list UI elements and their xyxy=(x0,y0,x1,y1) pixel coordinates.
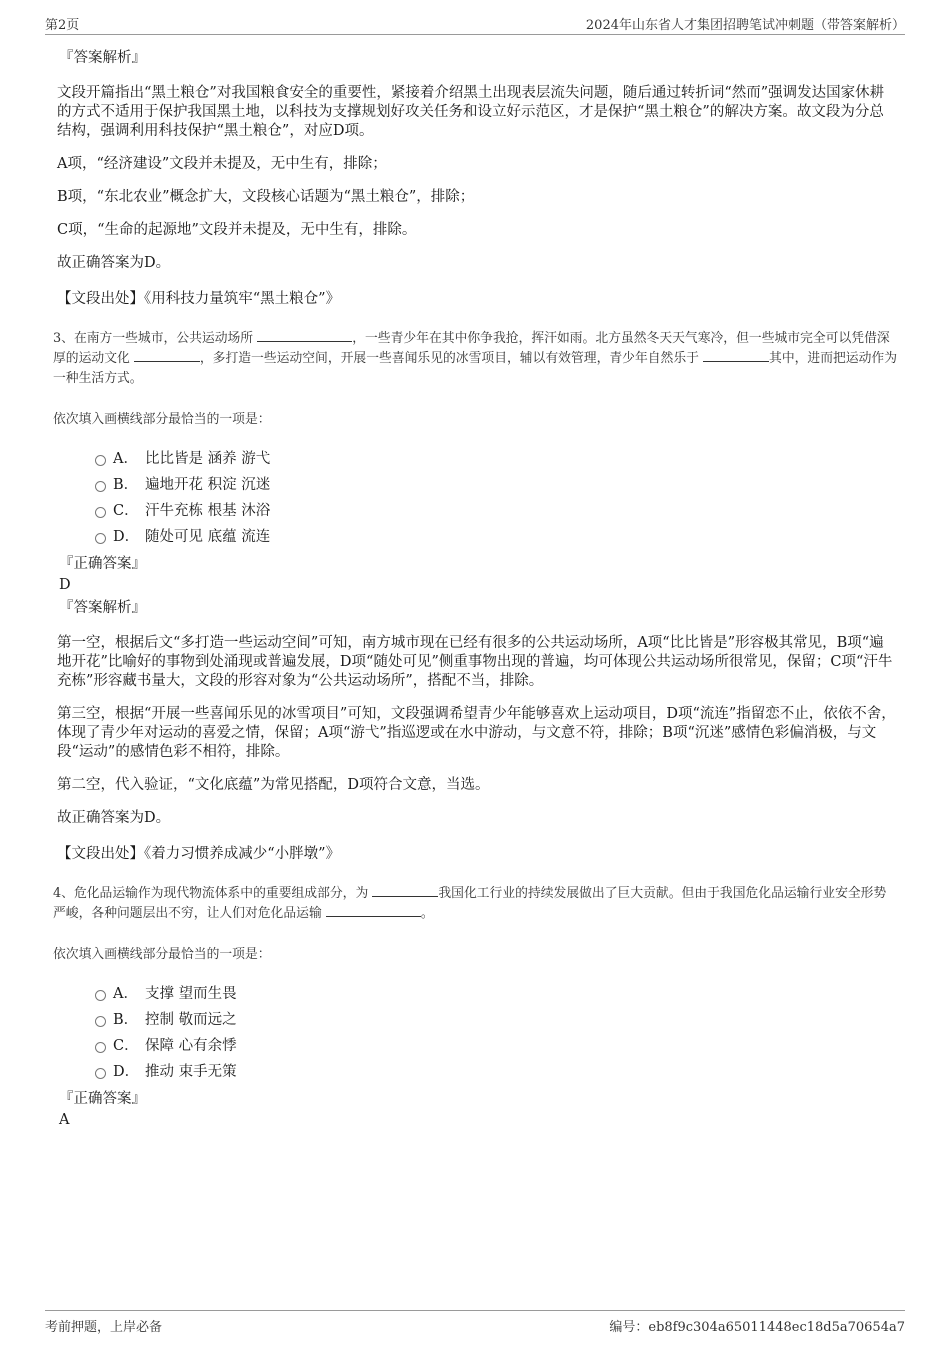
q4-answer: A xyxy=(59,1112,70,1128)
q2-analysis-para: B项，“东北农业”概念扩大，文段核心话题为“黑土粮仓”，排除； xyxy=(57,189,475,205)
option-letter: B． xyxy=(113,1012,139,1028)
radio-icon[interactable] xyxy=(95,990,106,1001)
option-letter: C． xyxy=(113,1038,139,1054)
option-b[interactable] xyxy=(95,1007,897,1033)
document-title: 2024年山东省人才集团招聘笔试冲刺题（带答案解析） xyxy=(585,18,905,33)
option-text: 控制 敬而远之 xyxy=(145,1012,237,1028)
option-c[interactable] xyxy=(95,498,897,524)
source-title: 《用科技力量筑牢“黑土粮仓”》 xyxy=(144,291,341,307)
fill-blank xyxy=(326,904,421,917)
q2-analysis-para: A项，“经济建设”文段并未提及，无中生有，排除； xyxy=(57,156,387,172)
option-d[interactable] xyxy=(95,524,897,550)
fill-blank xyxy=(257,329,352,342)
q3-analysis-para: 第三空，根据“开展一些喜闻乐见的冰雪项目”可知，文段强调希望青少年能够喜欢上运动项目，D项“流连”指留恋不止，依依不舍，体现了青少年对运动的喜爱之情，保留；A项“游弋”指巡逻或在水中游动，与文意不符，排除；B项“沉迷”感情色彩偏消极，与文段“运动”的感情色彩不相符，排除。 xyxy=(57,706,896,760)
option-text: 比比皆是 涵养 游弋 xyxy=(145,451,271,467)
option-d[interactable] xyxy=(95,1059,897,1085)
radio-icon[interactable] xyxy=(95,533,106,544)
option-text: 随处可见 底蕴 流连 xyxy=(145,529,271,545)
option-c[interactable] xyxy=(95,1033,897,1059)
q3-analysis-label: 『答案解析』 xyxy=(59,600,146,616)
fill-blank xyxy=(134,349,200,362)
option-text: 保障 心有余悸 xyxy=(145,1038,237,1054)
option-text: 汗牛充栋 根基 沐浴 xyxy=(145,503,271,519)
page-footer xyxy=(45,1310,905,1335)
stem-text: 。 xyxy=(420,906,434,921)
q3-analysis-para: 第二空，代入验证，“文化底蕴”为常见搭配，D项符合文意，当选。 xyxy=(57,777,490,793)
option-letter: A． xyxy=(113,451,138,467)
fill-blank xyxy=(703,349,769,362)
page-header xyxy=(45,14,905,35)
option-a[interactable] xyxy=(95,981,897,1007)
stem-text: ，多打造一些运动空间，开展一些喜闻乐见的冰雪项目，辅以有效管理，青少年自然乐于 xyxy=(199,351,699,366)
option-letter: B． xyxy=(113,477,139,493)
stem-text: 其中，进而把运动作为一种生活方式。 xyxy=(53,351,897,386)
option-text: 支撑 望而生畏 xyxy=(145,986,237,1002)
option-letter: C． xyxy=(113,503,139,519)
q2-analysis-para: 文段开篇指出“黑土粮仓”对我国粮食安全的重要性，紧接着介绍黑土出现表层流失问题，随后通过转折词“然而”强调发达国家休耕的方式不适用于保护我国黑土地，以科技为支撑规划好攻关任务和设立好示范区，才是保护“黑土粮仓”的解决方案。故文段为分总结构，强调利用科技保护“黑土粮仓”，对应D项。 xyxy=(57,85,885,139)
footer-slogan: 考前押题，上岸必备 xyxy=(45,1320,163,1335)
option-letter: A． xyxy=(113,986,138,1002)
option-letter: D． xyxy=(113,529,140,545)
document-id: 编号：eb8f9c304a65011448ec18d5a70654a7 xyxy=(609,1320,905,1335)
q3-analysis-para: 第一空，根据后文“多打造一些运动空间”可知，南方城市现在已经有很多的公共运动场所，A项“比比皆是”形容极其常见，B项“遍地开花”比喻好的事物到处涌现或普遍发展，D项“随处可见”侧重事物出现的普遍，均可体现公共运动场所很常见，保留；C项“汗牛充栋”形容藏书量大，文段的形容对象为“公共运动场所”，搭配不当，排除。 xyxy=(57,635,893,689)
radio-icon[interactable] xyxy=(95,1068,106,1079)
q2-analysis-label: 『答案解析』 xyxy=(59,50,146,66)
q3-answer-label: 『正确答案』 xyxy=(59,556,146,572)
q3-stem xyxy=(53,329,897,389)
q4-prompt: 依次填入画横线部分最恰当的一项是： xyxy=(53,947,271,962)
option-text: 推动 束手无策 xyxy=(145,1064,237,1080)
fill-blank xyxy=(372,884,438,897)
stem-text: 3、在南方一些城市，公共运动场所 xyxy=(53,331,254,346)
stem-text: 我国化工行业的持续发展做出了巨大贡献。但由于我国危化品运输行业安全形势严峻，各种问题层出不穷，让人们对危化品运输 xyxy=(53,886,887,921)
radio-icon[interactable] xyxy=(95,455,106,466)
q2-analysis-para: C项，“生命的起源地”文段并未提及，无中生有，排除。 xyxy=(57,222,417,238)
stem-text: ，一些青少年在其中你争我抢，挥汗如雨。北方虽然冬天天气寒冷，但一些城市完全可以凭借深厚的运动文化 xyxy=(53,331,890,366)
radio-icon[interactable] xyxy=(95,481,106,492)
q3-prompt: 依次填入画横线部分最恰当的一项是： xyxy=(53,412,271,427)
q2-analysis-para: 故正确答案为D。 xyxy=(57,255,171,271)
q3-options xyxy=(95,446,897,550)
page-content xyxy=(53,44,897,1129)
source-label: 【文段出处】 xyxy=(57,291,144,307)
q3-answer: D xyxy=(59,577,71,593)
option-text: 遍地开花 积淀 沉迷 xyxy=(145,477,271,493)
q2-source xyxy=(57,289,897,309)
q3-analysis-para: 故正确答案为D。 xyxy=(57,810,171,826)
radio-icon[interactable] xyxy=(95,507,106,518)
radio-icon[interactable] xyxy=(95,1016,106,1027)
q4-stem xyxy=(53,884,897,924)
stem-text: 4、危化品运输作为现代物流体系中的重要组成部分，为 xyxy=(53,886,369,901)
option-b[interactable] xyxy=(95,472,897,498)
source-title: 《着力习惯养成减少“小胖墩”》 xyxy=(144,846,341,862)
option-a[interactable] xyxy=(95,446,897,472)
radio-icon[interactable] xyxy=(95,1042,106,1053)
option-letter: D． xyxy=(113,1064,140,1080)
q4-answer-label: 『正确答案』 xyxy=(59,1091,146,1107)
page-number: 第2页 xyxy=(45,18,80,33)
q3-source xyxy=(57,844,897,864)
source-label: 【文段出处】 xyxy=(57,846,144,862)
q4-options xyxy=(95,981,897,1085)
